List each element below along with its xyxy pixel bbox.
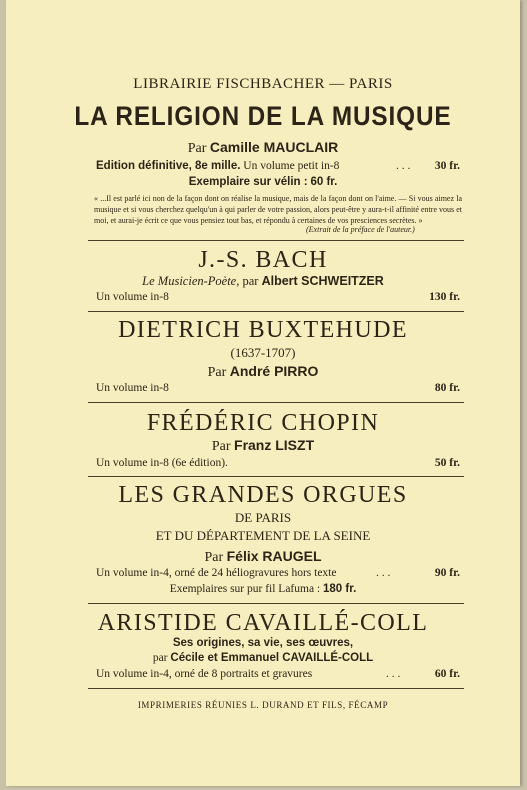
book2-subtitle: Le Musicien-Poète, par Albert SCHWEITZER — [142, 274, 384, 288]
book-title-religion-musique: LA RELIGION DE LA MUSIQUE — [74, 101, 452, 131]
book1-quote-source: (Extrait de la préface de l'auteur.) — [306, 225, 415, 234]
book2-volume-row: Un volume in-8 130 fr. — [96, 291, 460, 303]
book-author-mauclair: Par Camille MAUCLAIR — [187, 139, 339, 156]
book-title-buxtehude: DIETRICH BUXTEHUDE — [118, 317, 408, 343]
book-title-cavaille-coll: ARISTIDE CAVAILLÉ-COLL — [97, 610, 429, 636]
publisher-header: LIBRAIRIE FISCHBACHER — PARIS — [133, 76, 393, 92]
book1-velin: Exemplaire sur vélin : 60 fr. — [188, 176, 338, 188]
book-author-pirro: Par André PIRRO — [207, 363, 319, 380]
book-author-raugel: Par Félix RAUGEL — [204, 548, 322, 565]
catalog-page — [6, 0, 520, 786]
book-author-liszt: Par Franz LISZT — [211, 437, 315, 454]
book-title-chopin: FRÉDÉRIC CHOPIN — [146, 410, 380, 436]
divider — [88, 402, 464, 403]
divider — [88, 476, 464, 477]
book1-edition-row: Edition définitive, 8e mille. Un volume petit in-8 . . . 30 fr. — [96, 160, 460, 172]
book5-volume-row: Un volume in-4, orné de 24 héliogravures hors texte . . . 90 fr. — [96, 567, 460, 579]
divider — [88, 311, 464, 312]
book-title-grandes-orgues: LES GRANDES ORGUES — [118, 482, 408, 508]
divider — [88, 603, 464, 604]
printer-imprint: IMPRIMERIES RÉUNIES L. DURAND ET FILS, FÉCAMP — [137, 700, 389, 710]
book6-subtitle: Ses origines, sa vie, ses œuvres, — [172, 637, 354, 649]
book5-line2: DE PARIS — [234, 510, 292, 525]
book3-volume-row: Un volume in-8 80 fr. — [96, 382, 460, 394]
divider — [88, 240, 464, 241]
book-title-bach: J.-S. BACH — [198, 247, 328, 273]
book3-dates: (1637-1707) — [230, 345, 296, 360]
book5-lafuma: Exemplaires sur pur fil Lafuma : 180 fr. — [169, 583, 357, 595]
divider — [88, 688, 464, 689]
book6-authors: par Cécile et Emmanuel CAVAILLÉ-COLL — [152, 652, 374, 664]
book6-volume-row: Un volume in-4, orné de 8 portraits et gravures . . . 60 fr. — [96, 668, 460, 680]
book5-line3: ET DU DÉPARTEMENT DE LA SEINE — [155, 528, 371, 543]
book4-volume-row: Un volume in-8 (6e édition). 50 fr. — [96, 457, 460, 469]
book1-preface-quote: « ...Il est parlé ici non de la façon dont on réalise la musique, mais de la façon dont on l'aime. — Si vous aimez la musique et si vous cherchez quelqu'un à qui parler de votre passion, alors peut-être y aura-t-il affinité entre vous et moi, et aurai-je écrit ce que vous pensiez tout bas, et répondu à certaines de vos presciences secrètes. » — [94, 194, 462, 225]
